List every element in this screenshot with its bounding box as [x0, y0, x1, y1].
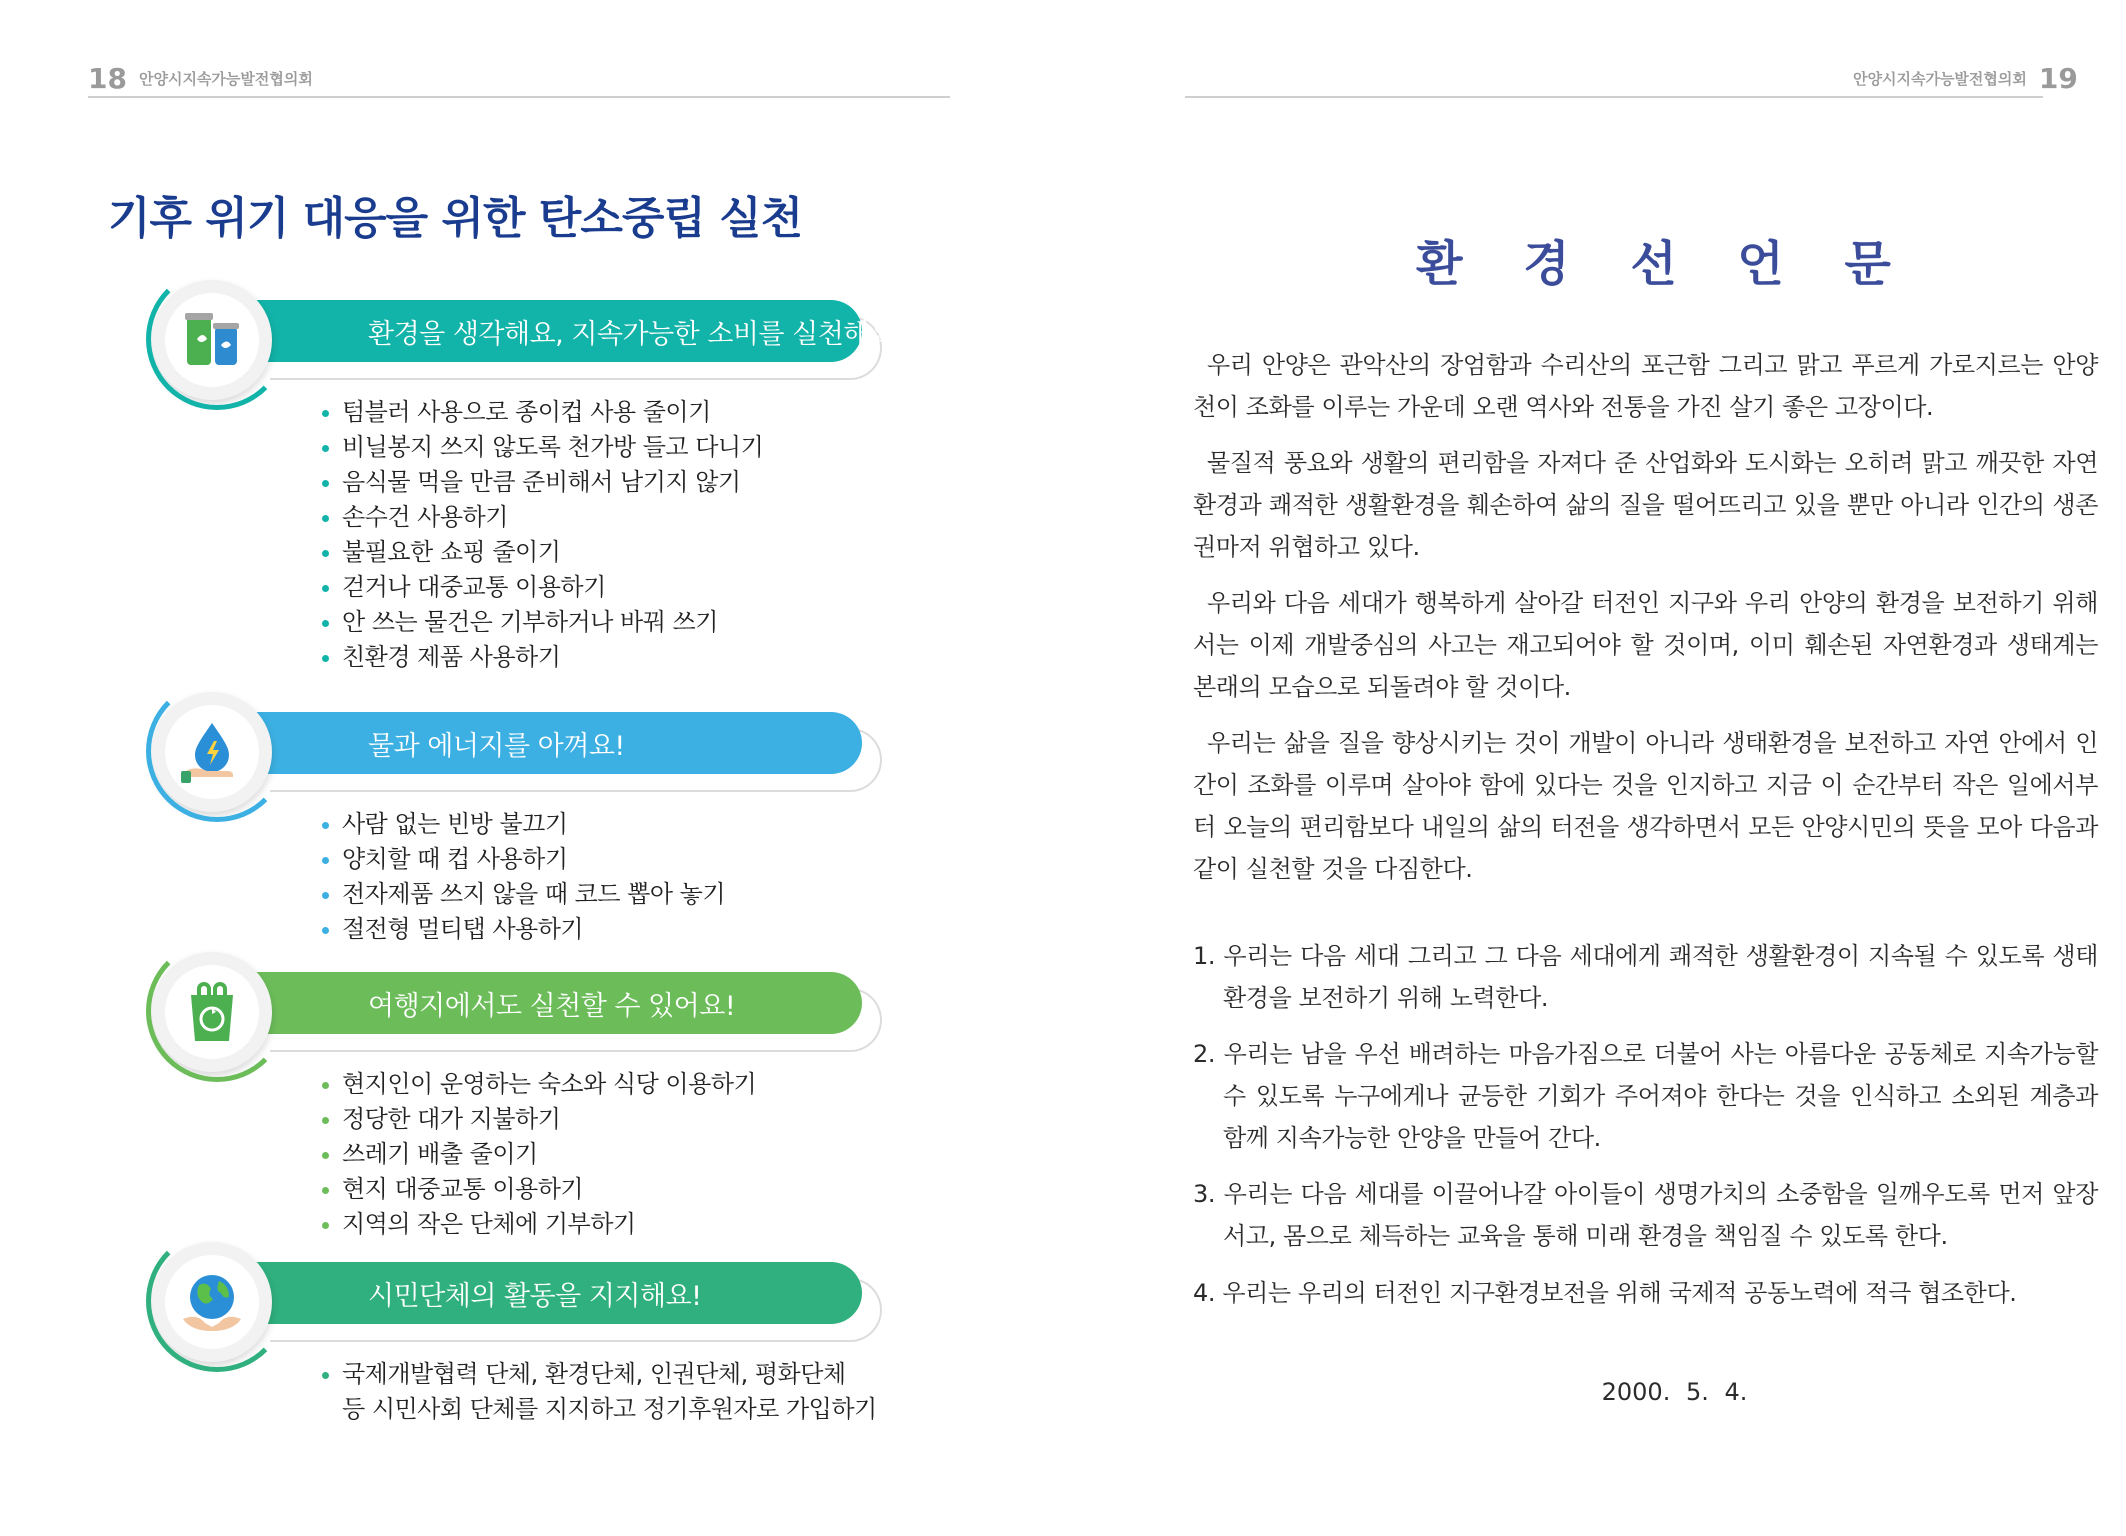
header-divider	[88, 96, 950, 98]
declaration-point: 4. 우리는 우리의 터전인 지구환경보전을 위해 국제적 공동노력에 적극 협조한다.	[1193, 1279, 2017, 1307]
list-item: 국제개발협력 단체, 환경단체, 인권단체, 평화단체 등 시민사회 단체를 지지하고 정기후원자로 가입하기	[320, 1357, 877, 1427]
header-divider	[1185, 96, 2043, 98]
declaration-paragraph: 물질적 풍요와 생활의 편리함을 자져다 준 산업화와 도시화는 오히려 맑고 깨끗한 자연환경과 쾌적한 생활환경을 훼손하여 삶의 질을 떨어뜨리고 있을 뿐만 아니라 인간의 생존권마저 위협하고 있다.	[1193, 449, 2098, 561]
page-number: 18	[88, 62, 127, 95]
declaration-point: 3. 우리는 다음 세대를 이끌어나갈 아이들이 생명가치의 소중함을 일깨우도록 먼저 앞장서고, 몸으로 체득하는 교육을 통해 미래 환경을 책임질 수 있도록 한다.	[1193, 1180, 2098, 1250]
page-header	[1853, 62, 2078, 95]
declaration-paragraph: 우리 안양은 관악산의 장엄함과 수리산의 포근함 그리고 맑고 푸르게 가로지르는 안양천이 조화를 이루는 가운데 오랜 역사와 전통을 가진 살기 좋은 고장이다.	[1193, 351, 2098, 421]
page-number: 19	[2038, 62, 2078, 95]
declaration-title: 환 경 선 언 문	[1416, 236, 1913, 292]
organization-name: 안양시지속가능발전협의회	[138, 70, 313, 88]
page-header	[88, 62, 313, 95]
section-banner	[252, 1262, 862, 1324]
list-item: 불필요한 쇼핑 줄이기	[320, 535, 763, 570]
right-page	[1063, 0, 2126, 1536]
list-item: 안 쓰는 물건은 기부하거나 바꿔 쓰기	[320, 605, 763, 640]
action-list	[320, 1067, 756, 1242]
list-item: 현지인이 운영하는 숙소와 식당 이용하기	[320, 1067, 756, 1102]
list-item: 사람 없는 빈방 불끄기	[320, 807, 725, 842]
declaration-point: 2. 우리는 남을 우선 배려하는 마음가짐으로 더불어 사는 아름다운 공동체로 지속가능할 수 있도록 누구에게나 균등한 기회가 주어져야 한다는 것을 인식하고 소외된 계층과 함께 지속가능한 안양을 만들어 간다.	[1193, 1040, 2098, 1152]
list-item: 손수건 사용하기	[320, 500, 763, 535]
section-heading: 환경을 생각해요, 지속가능한 소비를 실천해요!	[368, 318, 905, 350]
list-item: 지역의 작은 단체에 기부하기	[320, 1207, 756, 1242]
declaration-date: 2000. 5. 4.	[1601, 1378, 1748, 1406]
section-banner	[252, 972, 862, 1034]
list-item: 텀블러 사용으로 종이컵 사용 줄이기	[320, 395, 763, 430]
list-item: 정당한 대가 지불하기	[320, 1102, 756, 1137]
list-item: 절전형 멀티탭 사용하기	[320, 912, 725, 947]
list-item: 쓰레기 배출 줄이기	[320, 1137, 756, 1172]
declaration-paragraph: 우리와 다음 세대가 행복하게 살아갈 터전인 지구와 우리 안양의 환경을 보전하기 위해서는 이제 개발중심의 사고는 재고되어야 할 것이며, 이미 훼손된 자연환경과 생태계는 본래의 모습으로 되돌려야 할 것이다.	[1193, 589, 2098, 701]
action-list	[320, 807, 725, 947]
organization-name: 안양시지속가능발전협의회	[1853, 70, 2027, 88]
list-item: 현지 대중교통 이용하기	[320, 1172, 756, 1207]
section-banner	[252, 300, 905, 362]
section-heading: 시민단체의 활동을 지지해요!	[368, 1280, 702, 1312]
declaration-paragraph: 우리는 삶을 질을 향상시키는 것이 개발이 아니라 생태환경을 보전하고 자연 안에서 인간이 조화를 이루며 살아야 함에 있다는 것을 인지하고 지금 이 순간부터 작은 일에서부터 오늘의 편리함보다 내일의 삶의 터전을 생각하면서 모든 안양시민의 뜻을 모아 다음과 같이 실천할 것을 다짐한다.	[1193, 729, 2098, 883]
action-list	[320, 395, 763, 675]
page-title: 기후 위기 대응을 위한 탄소중립 실천	[108, 193, 803, 244]
list-item: 걷거나 대중교통 이용하기	[320, 570, 763, 605]
section-banner	[252, 712, 862, 774]
section-heading: 물과 에너지를 아껴요!	[368, 730, 625, 762]
list-item: 양치할 때 컵 사용하기	[320, 842, 725, 877]
list-item: 음식물 먹을 만큼 준비해서 남기지 않기	[320, 465, 763, 500]
section-heading: 여행지에서도 실천할 수 있어요!	[368, 990, 736, 1022]
list-item: 비닐봉지 쓰지 않도록 천가방 들고 다니기	[320, 430, 763, 465]
action-list	[320, 1357, 877, 1427]
list-item: 친환경 제품 사용하기	[320, 640, 763, 675]
list-item: 전자제품 쓰지 않을 때 코드 뽑아 놓기	[320, 877, 725, 912]
declaration-point: 1. 우리는 다음 세대 그리고 그 다음 세대에게 쾌적한 생활환경이 지속될 수 있도록 생태환경을 보전하기 위해 노력한다.	[1193, 942, 2098, 1012]
